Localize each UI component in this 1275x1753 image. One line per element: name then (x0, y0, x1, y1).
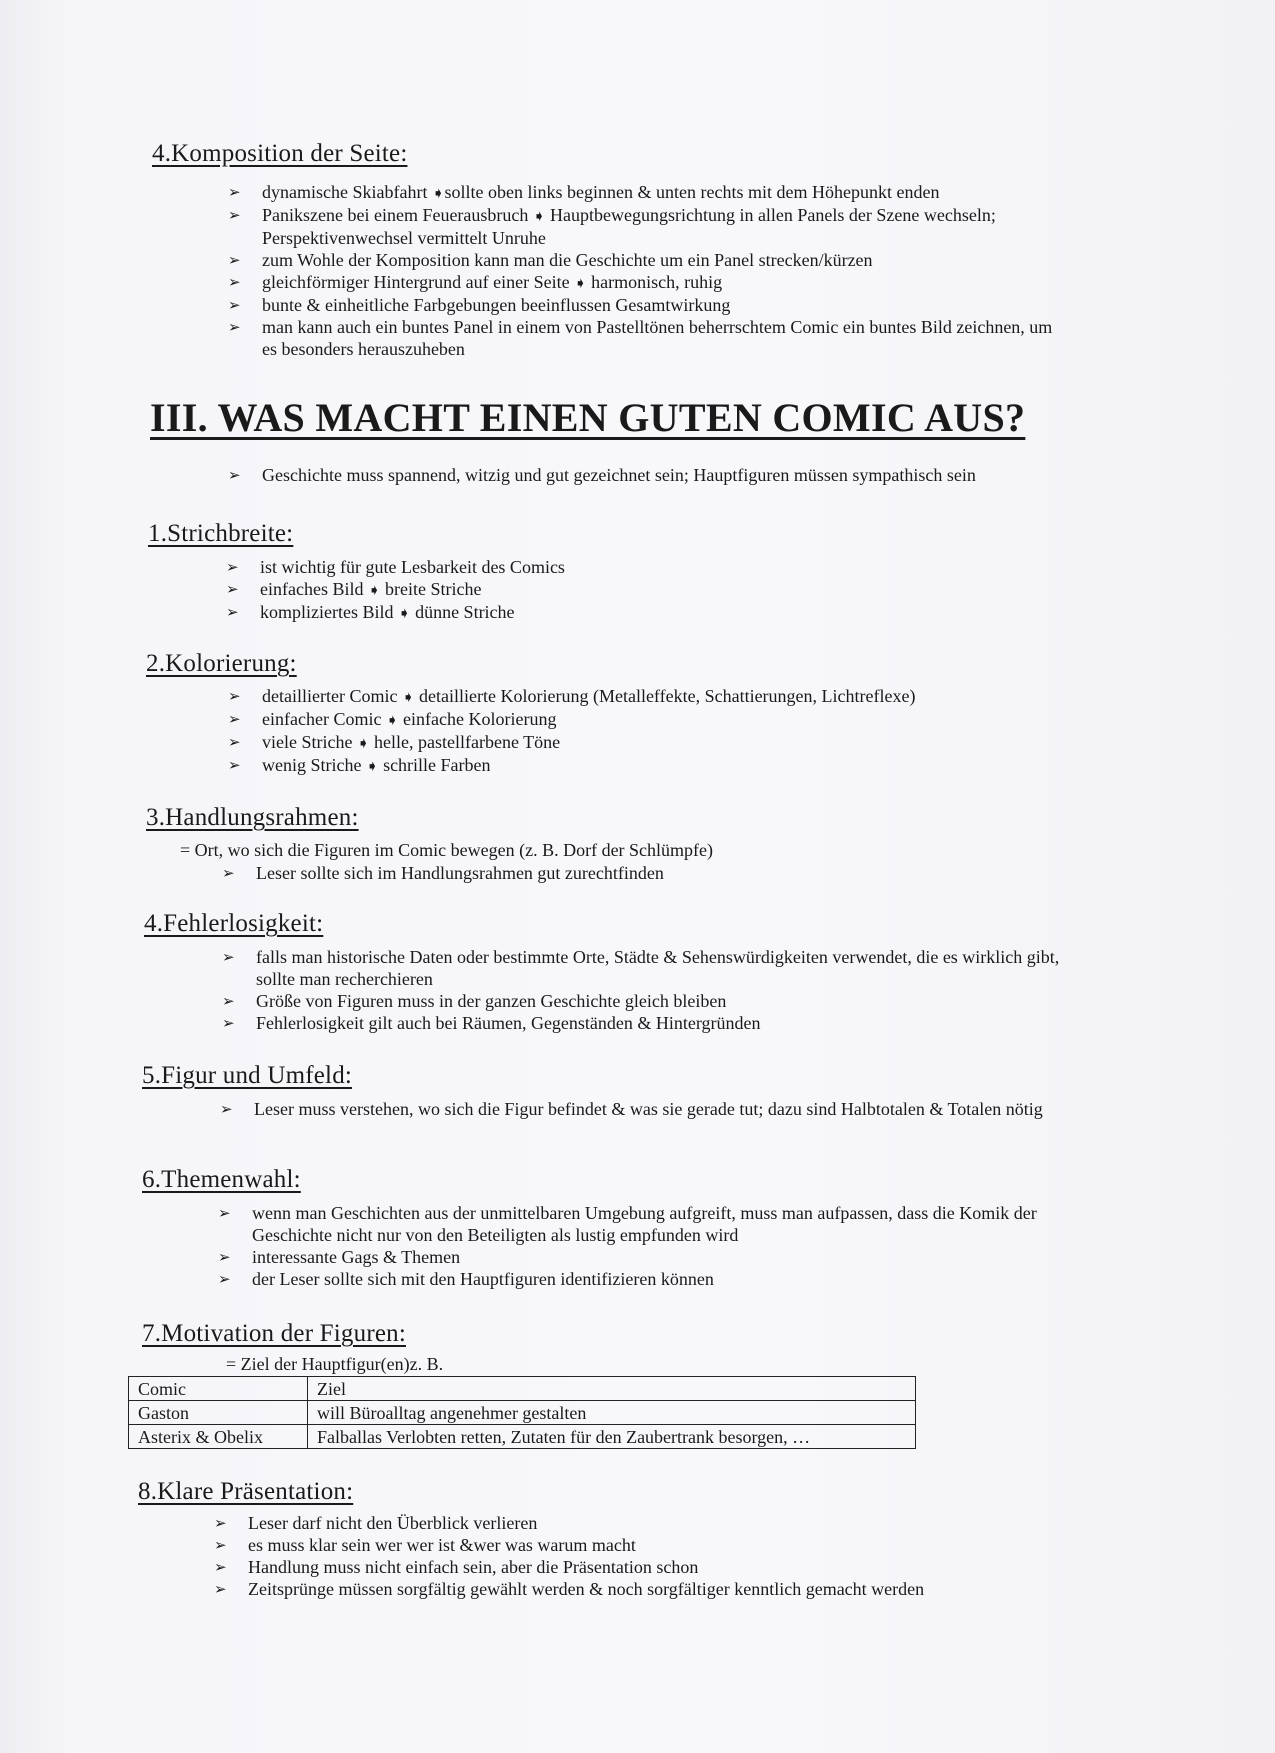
table-cell: will Büroalltag angenehmer gestalten (308, 1401, 916, 1425)
heading-figur-umfeld: 5.Figur und Umfeld: (142, 1062, 353, 1089)
list-themenwahl (218, 1202, 1088, 1290)
table-cell: Falballas Verlobten retten, Zutaten für den Zaubertrank besorgen, … (308, 1425, 916, 1449)
list-item: ➢ wenig Striche ➧ schrille Farben (228, 754, 1088, 777)
arrow-right-icon: ➧ (397, 604, 411, 622)
list-strichbreite (226, 556, 1066, 624)
list-item: ➢ Größe von Figuren muss in der ganzen Geschichte gleich bleiben (222, 990, 1082, 1012)
table-header-cell: Comic (129, 1377, 308, 1401)
table-header-cell: Ziel (308, 1377, 916, 1401)
table-row (129, 1425, 916, 1449)
list-item: ➢ Fehlerlosigkeit gilt auch bei Räumen, Gegenständen & Hintergründen (222, 1012, 1082, 1034)
list-item: ➢ Handlung muss nicht einfach sein, aber die Präsentation schon (214, 1556, 1094, 1578)
list-item: ➢ zum Wohle der Komposition kann man die Geschichte um ein Panel strecken/kürzen (228, 249, 1068, 271)
list-item: ➢ gleichförmiger Hintergrund auf einer Seite ➧ harmonisch, ruhig (228, 271, 1068, 294)
list-item: ➢ einfaches Bild ➧ breite Striche (226, 578, 1066, 601)
list-item: ➢ man kann auch ein buntes Panel in einem von Pastelltönen beherrschtem Comic ein buntes Bild zeichnen, um es besonders herauszuheben (228, 316, 1068, 360)
arrow-right-icon: ➧ (532, 207, 546, 225)
heading-themenwahl: 6.Themenwahl: (142, 1166, 301, 1193)
table-header-row (129, 1377, 916, 1401)
list-item: ➢ wenn man Geschichten aus der unmittelbaren Umgebung aufgreift, muss man aufpassen, dass die Komik der Geschichte nicht nur von den Beteiligten als lustig empfunden wird (218, 1202, 1088, 1246)
list-item: ➢ kompliziertes Bild ➧ dünne Striche (226, 601, 1066, 624)
heading-kolorierung: 2.Kolorierung: (146, 650, 297, 677)
table-row (129, 1401, 916, 1425)
list-item: ➢ einfacher Comic ➧ einfache Kolorierung (228, 708, 1088, 731)
table-cell: Gaston (129, 1401, 308, 1425)
heading-praesentation: 8.Klare Präsentation: (138, 1478, 354, 1505)
arrow-right-icon: ➧ (401, 688, 415, 706)
heading-komposition: 4.Komposition der Seite: (152, 140, 408, 167)
arrow-right-icon: ➧ (385, 711, 399, 729)
definition-handlungsrahmen: = Ort, wo sich die Figuren im Comic bewegen (z. B. Dorf der Schlümpfe) (180, 840, 714, 860)
list-item: ➢ Geschichte muss spannend, witzig und gut gezeichnet sein; Hauptfiguren müssen sympathisch sein (228, 464, 1108, 486)
list-handlungsrahmen (222, 862, 1062, 884)
list-praesentation (214, 1512, 1094, 1600)
list-item: ➢ Panikszene bei einem Feuerausbruch ➧ Hauptbewegungsrichtung in allen Panels der Szene wechseln; Perspektivenwechsel vermittelt Unruhe (228, 204, 1068, 249)
heading-strichbreite: 1.Strichbreite: (148, 520, 294, 547)
arrow-right-icon: ➧ (574, 274, 587, 292)
table-cell: Asterix & Obelix (129, 1425, 308, 1449)
heading-motivation: 7.Motivation der Figuren: (142, 1320, 406, 1347)
arrow-right-icon: ➧ (367, 581, 381, 599)
list-item: ➢ der Leser sollte sich mit den Hauptfiguren identifizieren können (218, 1268, 1088, 1290)
list-item: ➢ Leser darf nicht den Überblick verlieren (214, 1512, 1094, 1534)
list-item: ➢ detaillierter Comic ➧ detaillierte Kolorierung (Metalleffekte, Schattierungen, Lichtreflexe) (228, 685, 1088, 708)
arrow-right-icon: ➧ (356, 734, 370, 752)
list-komposition (228, 181, 1068, 360)
list-item: ➢ Leser sollte sich im Handlungsrahmen gut zurechtfinden (222, 862, 1062, 884)
list-fehlerlosigkeit (222, 946, 1082, 1034)
list-item: ➢ interessante Gags & Themen (218, 1246, 1088, 1268)
list-figur-umfeld (220, 1098, 1080, 1120)
list-intro (228, 464, 1108, 486)
list-item: ➢ Zeitsprünge müssen sorgfältig gewählt werden & noch sorgfältiger kenntlich gemacht werden (214, 1578, 1094, 1600)
list-item: ➢ es muss klar sein wer wer ist &wer was warum macht (214, 1534, 1094, 1556)
list-item: ➢ Leser muss verstehen, wo sich die Figur befindet & was sie gerade tut; dazu sind Halbtotalen & Totalen nötig (220, 1098, 1080, 1120)
heading-handlungsrahmen: 3.Handlungsrahmen: (146, 804, 359, 831)
motivation-table (128, 1376, 916, 1449)
list-item: ➢ falls man historische Daten oder bestimmte Orte, Städte & Sehenswürdigkeiten verwendet, die es wirklich gibt, sollte man recherchieren (222, 946, 1082, 990)
list-item: ➢ dynamische Skiabfahrt ➧sollte oben links beginnen & unten rechts mit dem Höhepunkt enden (228, 181, 1068, 204)
list-kolorierung (228, 685, 1088, 777)
arrow-right-icon: ➧ (431, 184, 445, 202)
heading-fehlerlosigkeit: 4.Fehlerlosigkeit: (144, 910, 324, 937)
definition-motivation: = Ziel der Hauptfigur(en)z. B. (226, 1354, 444, 1374)
list-item: ➢ ist wichtig für gute Lesbarkeit des Comics (226, 556, 1066, 578)
section-title: III. WAS MACHT EINEN GUTEN COMIC AUS? (150, 395, 1026, 440)
arrow-right-icon: ➧ (365, 757, 379, 775)
list-item: ➢ viele Striche ➧ helle, pastellfarbene Töne (228, 731, 1088, 754)
list-item: ➢ bunte & einheitliche Farbgebungen beeinflussen Gesamtwirkung (228, 294, 1068, 316)
